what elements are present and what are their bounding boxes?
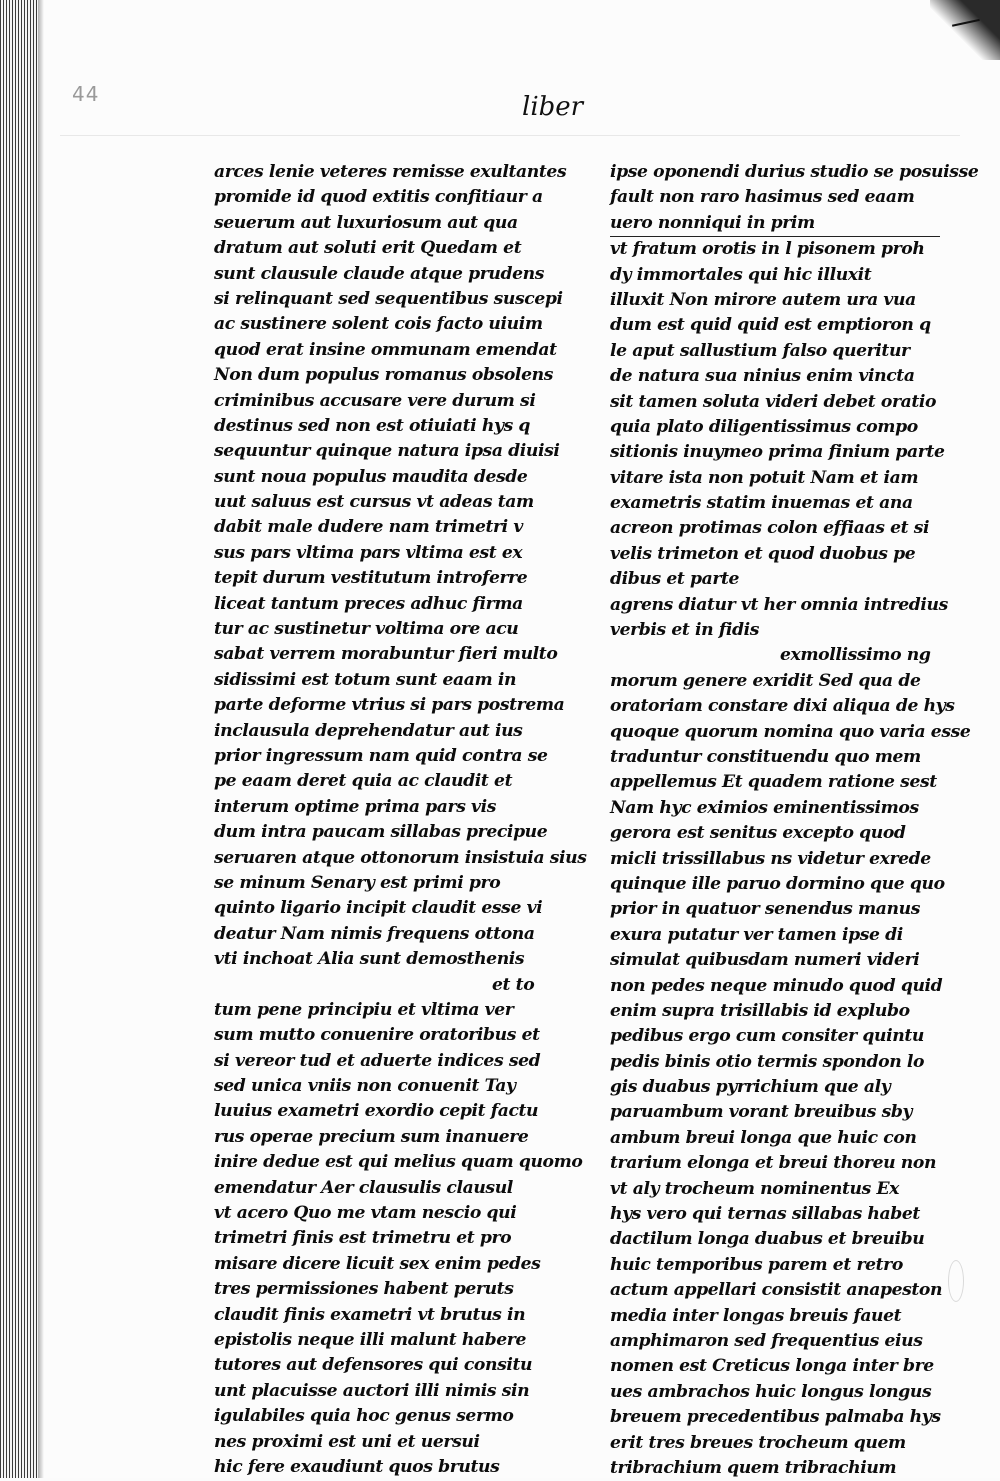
text-line: dactilum longa duabus et breuibu (610, 1229, 925, 1250)
text-line: dibus et parte (610, 569, 740, 590)
text-line: nes proximi est uni et uersui (214, 1431, 480, 1452)
text-line: pedibus ergo cum consiter quintu (610, 1026, 924, 1047)
text-line: nomen est Creticus longa inter bre (610, 1356, 934, 1377)
text-line: sabat verrem morabuntur fieri multo (214, 644, 558, 665)
text-line: emendatur Aer clausulis clausul (214, 1177, 513, 1198)
text-line: ipse oponendi durius studio se posuisse (610, 162, 979, 182)
text-line: tutores aut defensores qui consitu (214, 1355, 533, 1376)
text-line: et to (492, 974, 535, 995)
text-line: gerora est senitus excepto quod (610, 823, 906, 844)
text-line: enim supra trisillabis id explubo (610, 1000, 910, 1021)
text-line: acreon protimas colon effiaas et si (610, 518, 930, 539)
text-line: simulat quibusdam numeri videri (610, 950, 920, 971)
text-line: interum optime prima pars vis (214, 796, 497, 817)
text-line: quod erat insine ommunam emendat (214, 339, 557, 360)
text-line: sitionis inuymeo prima finium parte (610, 442, 945, 463)
text-line: rus operae precium sum inanuere (214, 1126, 529, 1147)
text-line: media inter longas breuis fauet (610, 1305, 902, 1326)
text-line: seruaren atque ottonorum insistuia sius (214, 847, 587, 868)
text-line: agrens diatur vt her omnia intredius (610, 594, 948, 615)
text-column-left (214, 160, 587, 1480)
text-line: le aput sallustium falso queritur (610, 340, 910, 361)
text-line: de natura sua ninius enim vincta (610, 366, 915, 387)
text-line: si relinquant sed sequentibus suscepi (214, 288, 563, 309)
text-line: vti inchoat Alia sunt demosthenis (214, 949, 525, 970)
text-line: misare dicere licuit sex enim pedes (214, 1253, 541, 1274)
text-line: arces lenie veteres remisse exultantes (214, 162, 567, 182)
text-line: uut saluus est cursus vt adeas tam (214, 492, 534, 513)
text-line: gis duabus pyrrichium que aly (610, 1077, 891, 1098)
ruling-line (60, 135, 960, 136)
text-line: micli trissillabus ns videtur exrede (610, 848, 931, 869)
text-line: sus pars vltima pars vltima est ex (214, 542, 523, 563)
text-line: tepit durum vestitutum introferre (214, 568, 528, 589)
text-line: si vereor tud et aduerte indices sed (214, 1050, 541, 1071)
text-line: Nam hyc eximios eminentissimos (610, 797, 919, 818)
text-line: morum genere exridit Sed qua de (610, 670, 921, 691)
text-line: sed unica vniis non conuenit Tay (214, 1076, 516, 1097)
text-line: liceat tantum preces adhuc firma (214, 593, 523, 614)
text-line: huic temporibus parem et retro (610, 1254, 903, 1275)
text-line: quoque quorum nomina quo varia esse (610, 721, 971, 742)
text-line: fault non raro hasimus sed eaam (610, 187, 915, 208)
text-line: Non dum populus romanus obsolens (214, 365, 553, 386)
text-line: trarium elonga et breui thoreu non (610, 1153, 937, 1174)
folio-number: 44 (72, 82, 100, 106)
text-line: breuem precedentibus palmaba hys (610, 1407, 941, 1428)
text-line: ues ambrachos huic longus longus (610, 1381, 932, 1402)
text-line: epistolis neque illi malunt habere (214, 1329, 526, 1350)
text-line: ambum breui longa que huic con (610, 1127, 917, 1148)
text-line: dratum aut soluti erit Quedam et (214, 238, 522, 259)
text-line: verbis et in fidis (610, 620, 759, 641)
text-line: quia plato diligentissimus compo (610, 416, 918, 437)
text-line: pe eaam deret quia ac claudit et (214, 771, 513, 792)
text-line: prior in quatuor senendus manus (610, 899, 921, 920)
text-line: traduntur constituendu quo mem (610, 746, 921, 767)
text-line: inclausula deprehendatur aut ius (214, 720, 523, 741)
text-line: dy immortales qui hic illuxit (610, 264, 872, 285)
text-line: dabit male dudere nam trimetri v (214, 517, 523, 538)
text-line: vt aly trocheum nominentus Ex (610, 1178, 900, 1199)
text-line: paruambum vorant breuibus sby (610, 1102, 913, 1123)
text-line: appellemus Et quadem ratione sest (610, 772, 937, 793)
text-line: vt fratum orotis in l pisonem proh (610, 239, 925, 260)
text-line: uero nonniqui in prim (610, 211, 940, 237)
text-line: exmollissimo ng (780, 645, 931, 666)
text-line: sidissimi est totum sunt eaam in (214, 669, 517, 690)
text-line: luuius exametri exordio cepit factu (214, 1101, 539, 1122)
text-line: quinto ligario incipit claudit esse vi (214, 898, 543, 919)
text-line: sit tamen soluta videri debet oratio (610, 391, 937, 412)
text-line: hic fere exaudiunt quos brutus (214, 1456, 500, 1477)
text-line: claudit finis exametri vt brutus in (214, 1304, 526, 1325)
text-line: amphimaron sed frequentius eius (610, 1330, 923, 1351)
text-line: hys vero qui ternas sillabas habet (610, 1204, 920, 1225)
text-line: inire dedue est qui melius quam quomo (214, 1152, 583, 1173)
running-head: liber (522, 92, 584, 122)
text-line: dum intra paucam sillabas precipue (214, 822, 548, 843)
text-line: sunt clausule claude atque prudens (214, 263, 545, 284)
text-line: parte deforme vtrius si pars postrema (214, 695, 565, 716)
text-line: criminibus accusare vere durum si (214, 390, 536, 411)
text-line: unt placuisse auctori illi nimis sin (214, 1380, 530, 1401)
text-line: illuxit Non mirore autem ura vua (610, 289, 916, 310)
text-line: non pedes neque minudo quod quid (610, 975, 943, 996)
text-line: erit tres breues trocheum quem (610, 1432, 906, 1453)
text-line: dum est quid quid est emptioron q (610, 315, 931, 336)
text-line: pedis binis otio termis spondon lo (610, 1051, 925, 1072)
text-line: seuerum aut luxuriosum aut qua (214, 212, 518, 233)
text-line: igulabiles quia hoc genus sermo (214, 1406, 514, 1427)
text-line: ac sustinere solent cois facto uiuim (214, 314, 543, 335)
text-line: sum mutto conuenire oratoribus et (214, 1025, 540, 1046)
text-line: se minum Senary est primi pro (214, 872, 501, 893)
text-line: vt acero Quo me vtam nescio qui (214, 1203, 517, 1224)
text-line: promide id quod extitis confitiaur a (214, 187, 543, 208)
text-line: trimetri finis est trimetru et pro (214, 1228, 512, 1249)
binding-stitch-mark (948, 1260, 964, 1302)
text-line: prior ingressum nam quid contra se (214, 745, 548, 766)
text-line: exura putatur ver tamen ipse di (610, 924, 903, 945)
text-line: quinque ille paruo dormino que quo (610, 873, 945, 894)
text-line: tum pene principiu et vltima ver (214, 999, 514, 1020)
text-line: oratoriam constare dixi aliqua de hys (610, 696, 955, 717)
text-line: sequuntur quinque natura ipsa diuisi (214, 441, 560, 462)
text-line: sunt noua populus maudita desde (214, 466, 528, 487)
text-line: tribrachium quem tribrachium (610, 1457, 897, 1478)
text-line: velis trimeton et quod duobus pe (610, 543, 916, 564)
text-column-right (610, 160, 979, 1481)
text-line: exametris statim inuemas et ana (610, 493, 913, 514)
text-line: destinus sed non est otiuiati hys q (214, 415, 531, 436)
text-line: actum appellari consistit anapeston (610, 1280, 943, 1301)
text-line: tres permissiones habent peruts (214, 1279, 514, 1300)
text-line: tur ac sustinetur voltima ore acu (214, 619, 519, 640)
text-line: deatur Nam nimis frequens ottona (214, 923, 535, 944)
page-stack-edge (0, 0, 38, 1478)
text-line: vitare ista non potuit Nam et iam (610, 467, 919, 488)
